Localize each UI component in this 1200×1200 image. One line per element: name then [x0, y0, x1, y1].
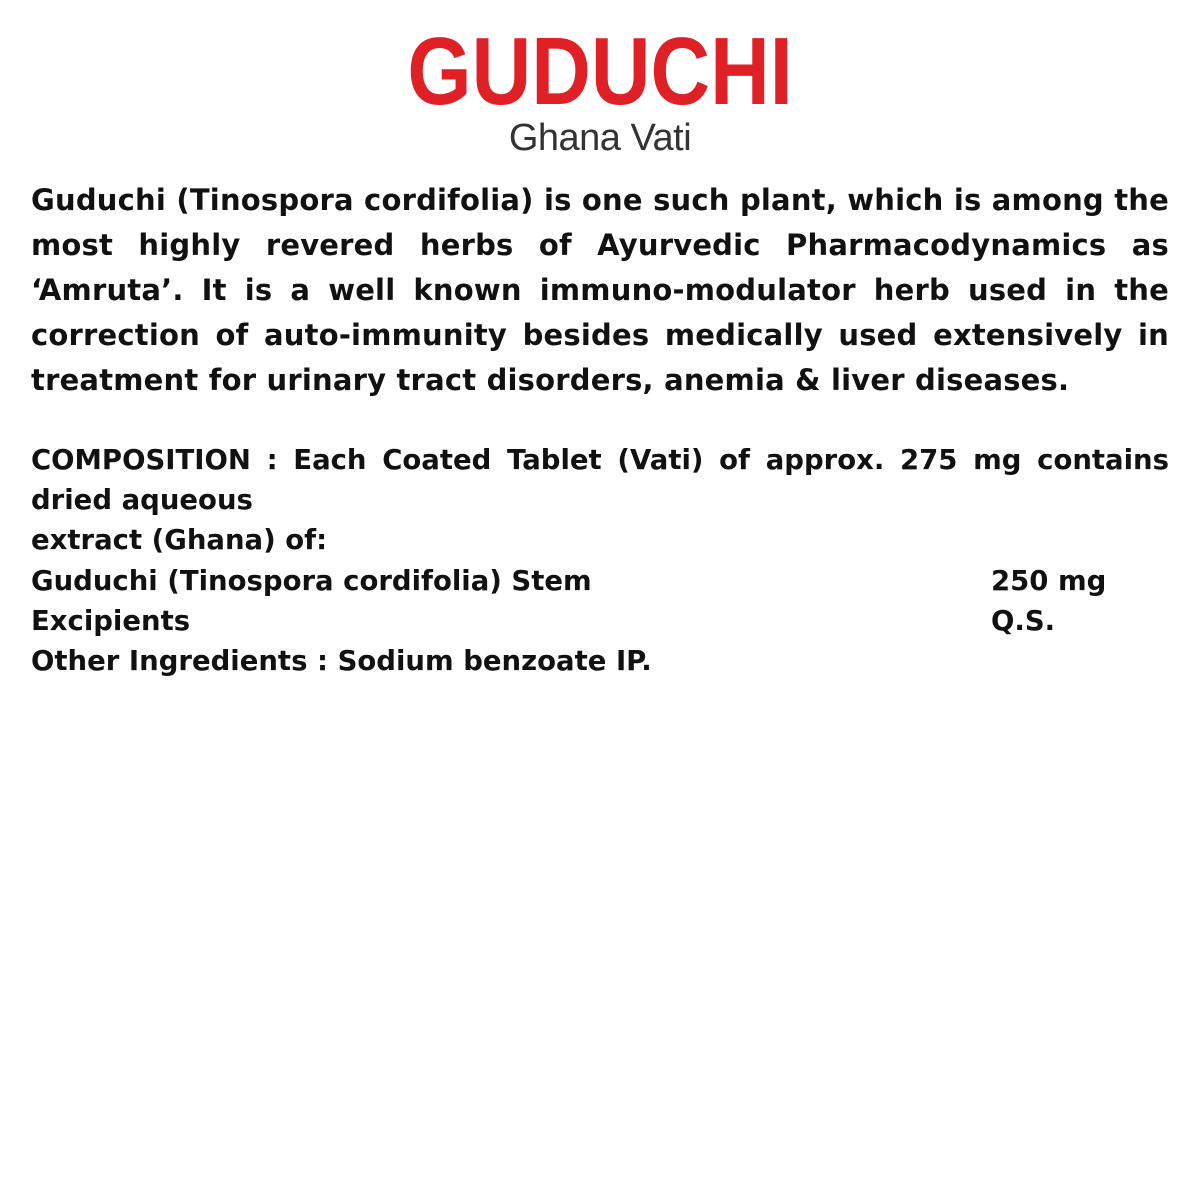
product-description: Guduchi (Tinospora cordifolia) is one such plant, which is among the most highly revered herbs of Ayurvedic Pharmacodynamics as ‘Amruta’. It is a well known immuno-modulator herb used in the correction of auto-immunity besides medically used extensively in treatment for urinary tract disorders, anemia & liver diseases. [31, 183, 1169, 397]
product-subtitle: Ghana Vati [508, 117, 692, 159]
ingredient-row [31, 561, 1169, 601]
other-ingredients: Other Ingredients : Sodium benzoate IP. [31, 645, 652, 677]
ingredient-quantity: Q.S. [991, 605, 1056, 637]
ingredients-list [31, 561, 1169, 681]
composition-intro [31, 440, 1169, 560]
composition-intro-text: COMPOSITION : Each Coated Tablet (Vati) of approx. 275 mg contains dried aqueous [31, 444, 1169, 516]
ingredient-name: Excipients [31, 605, 191, 637]
ingredient-quantity: 250 mg [991, 565, 1107, 597]
ingredient-row [31, 601, 1169, 641]
product-title: GUDUCHI [407, 18, 793, 125]
composition-intro-continued: extract (Ghana) of: [31, 524, 328, 556]
ingredient-name: Guduchi (Tinospora cordifolia) Stem [31, 565, 592, 597]
